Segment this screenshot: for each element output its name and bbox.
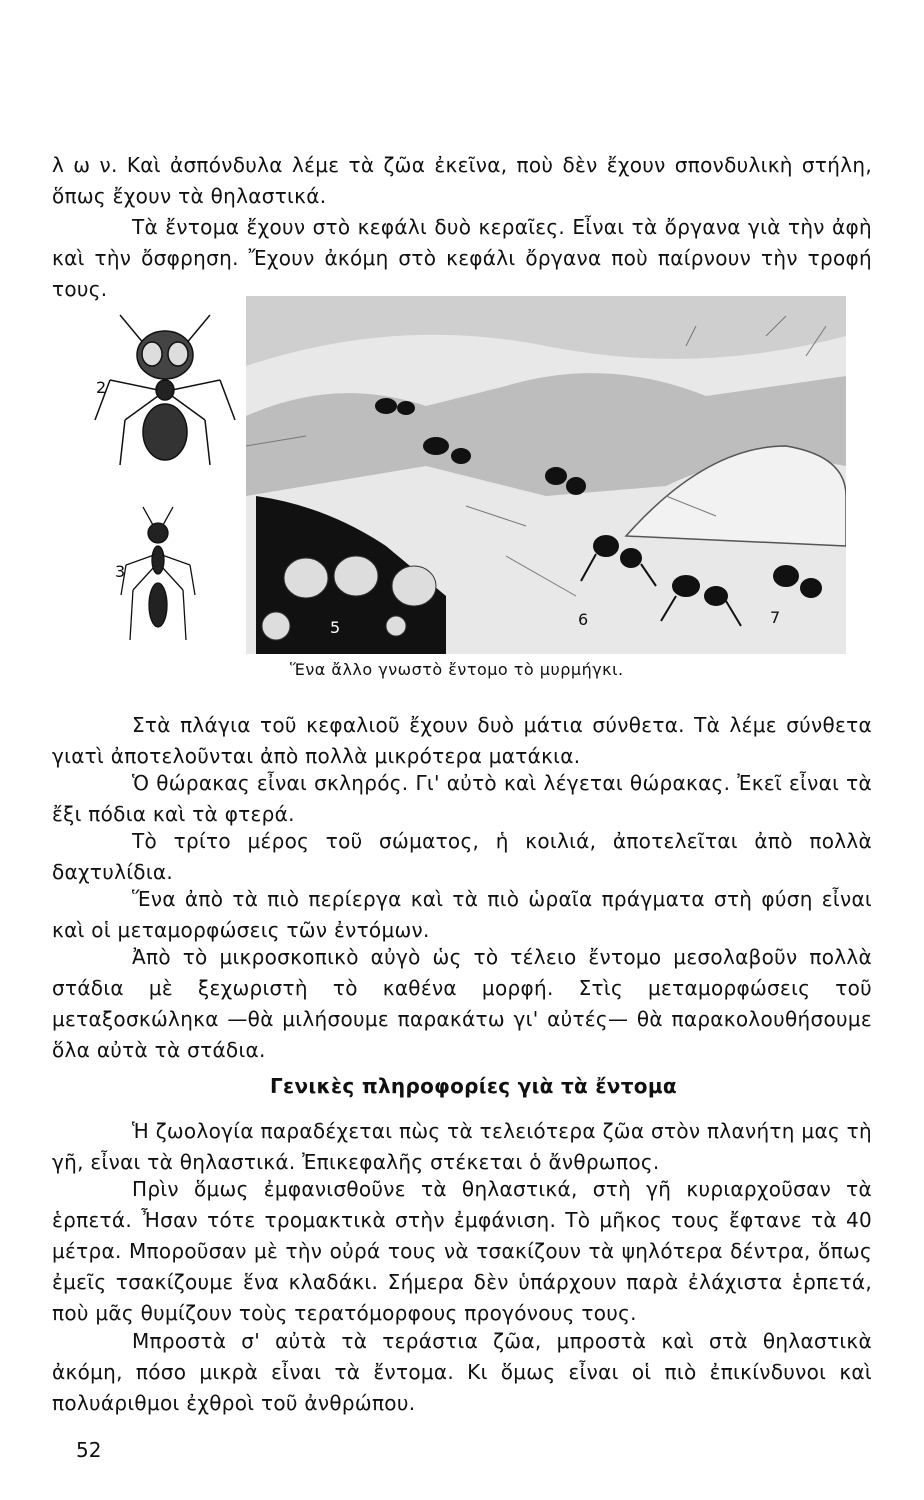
section-heading: Γενικὲς πληροφορίες γιὰ τὰ ἔντομα bbox=[270, 1074, 677, 1098]
ant-colony-scene bbox=[246, 296, 846, 654]
figure-label-6: 6 bbox=[578, 610, 589, 629]
figure-caption: Ἕνα ἄλλο γνωστὸ ἔντομο τὸ μυρμήγκι. bbox=[290, 660, 624, 679]
ant-figure-3 bbox=[118, 505, 198, 645]
paragraph-4: Ὁ θώρακας εἶναι σκληρός. Γι' αὐτὸ καὶ λέγεται θώρακας. Ἐκεῖ εἶναι τὰ ἔξι πόδια καὶ τὰ φτερά. bbox=[52, 771, 872, 826]
figure-label-5: 5 bbox=[330, 618, 341, 637]
paragraph-2: Τὰ ἔντομα ἔχουν στὸ κεφάλι δυὸ κεραῖες. Εἶναι τὰ ὄργανα γιὰ τὴν ἀφὴ καὶ τὴν ὄσφρηση. Ἔχουν ἀκόμη στὸ κεφάλι ὄργανα ποὺ παίρνουν τὴν τροφή τους. bbox=[52, 215, 872, 301]
paragraph-3: Στὰ πλάγια τοῦ κεφαλιοῦ ἔχουν δυὸ μάτια σύνθετα. Τὰ λέμε σύνθετα γιατὶ ἀποτελοῦνται ἀπὸ πολλὰ μικρότερα ματάκια. bbox=[52, 713, 872, 768]
paragraph-5: Τὸ τρίτο μέρος τοῦ σώματος, ἡ κοιλιά, ἀποτελεῖται ἀπὸ πολλὰ δαχτυλίδια. bbox=[52, 829, 872, 884]
paragraph-9: Πρὶν ὅμως ἐμφανισθοῦνε τὰ θηλαστικά, στὴ γῆ κυριαρχοῦσαν τὰ ἑρπετά. Ἦσαν τότε τρομακτικὰ στὴν ἐμφάνιση. Τὸ μῆκος τους ἔφτανε τὰ 40 μέτρα. Μποροῦσαν μὲ τὴν οὐρά τους νὰ τσακίζουν τὰ ψηλότερα δέντρα, ὅπως ἐμεῖς τσακίζουμε ἕνα κλαδάκι. Σήμερα δὲν ὑπάρχουν παρὰ ἐλάχιστα ἑρπετά, ποὺ μᾶς θυμίζουν τοὺς τερατόμορφους προγόνους τους. bbox=[52, 1177, 872, 1325]
paragraph-6: Ἕνα ἀπὸ τὰ πιὸ περίεργα καὶ τὰ πιὸ ὡραῖα πράγματα στὴ φύση εἶναι καὶ οἱ μεταμορφώσεις τῶν ἐντόμων. bbox=[52, 887, 872, 942]
ant-figure-2 bbox=[90, 310, 240, 470]
figure-label-2: 2 bbox=[96, 378, 107, 397]
paragraph-8: Ἡ ζωολογία παραδέχεται πὼς τὰ τελειότερα ζῶα στὸν πλανήτη μας τὴ γῆ, εἶναι τὰ θηλαστικά. Ἐπικεφαλῆς στέκεται ὁ ἄνθρωπος. bbox=[52, 1119, 872, 1174]
figure-label-3: 3 bbox=[115, 562, 126, 581]
figure-label-7: 7 bbox=[770, 608, 781, 627]
page-number: 52 bbox=[76, 1438, 102, 1462]
paragraph-10: Μπροστὰ σ' αὐτὰ τὰ τεράστια ζῶα, μπροστὰ καὶ στὰ θηλαστικὰ ἀκόμη, πόσο μικρὰ εἶναι τὰ ἔντομα. Κι ὅμως εἶναι οἱ πιὸ ἐπικίνδυνοι καὶ πολυάριθμοι ἐχθροὶ τοῦ ἀνθρώπου. bbox=[52, 1329, 872, 1415]
paragraph-7: Ἀπὸ τὸ μικροσκοπικὸ αὐγὸ ὡς τὸ τέλειο ἔντομο μεσολαβοῦν πολλὰ στάδια μὲ ξεχωριστὴ τὸ καθένα μορφή. Στὶς μεταμορφώσεις τοῦ μεταξοσκώληκα —θὰ μιλήσουμε παρακάτω γι' αὐτές— θὰ παρακολουθήσουμε ὅλα αὐτὰ τὰ στάδια. bbox=[52, 945, 872, 1062]
paragraph-1: λ ω ν. Καὶ ἀσπόνδυλα λέμε τὰ ζῶα ἐκεῖνα, ποὺ δὲν ἔχουν σπονδυλικὴ στήλη, ὅπως ἔχουν τὰ θηλαστικά. bbox=[52, 153, 872, 208]
